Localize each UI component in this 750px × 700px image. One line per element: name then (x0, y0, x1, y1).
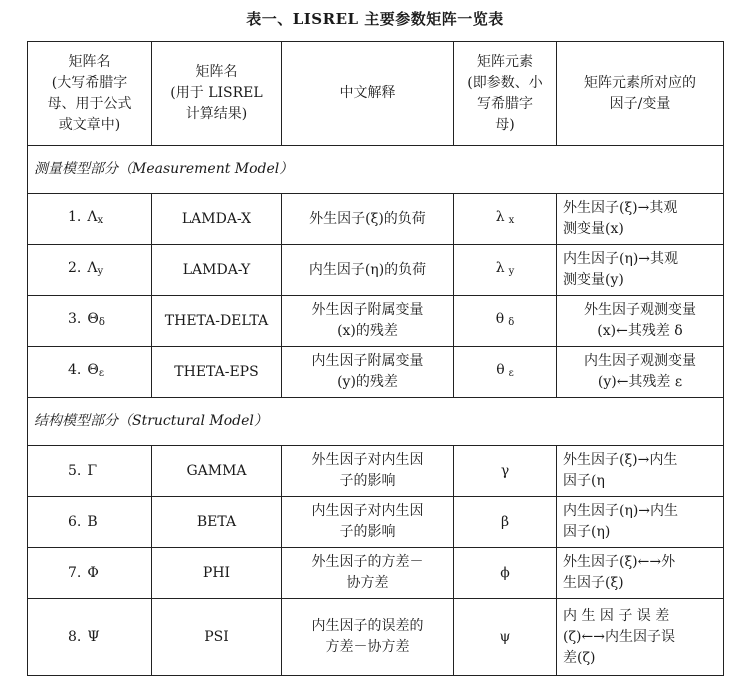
chinese-description-cell: 内生因子对内生因 子的影响 (282, 497, 454, 548)
lisrel-name-cell: PHI (152, 548, 282, 599)
column-header: 矩阵名 (大写希腊字 母、用于公式 或文章中) (28, 42, 152, 146)
column-header: 矩阵元素 (即参数、小 写希腊字 母) (454, 42, 557, 146)
factor-variable-cell: 内 生 因 子 误 差 (ζ)←→内生因子误 差(ζ) (557, 599, 724, 676)
matrix-element-subscript: x (508, 215, 515, 226)
matrix-element-subscript: y (508, 266, 515, 277)
row-number: 2. (68, 260, 82, 276)
row-number: 8. (68, 628, 82, 645)
row-number: 5. (68, 462, 82, 479)
section-row (28, 398, 724, 446)
matrix-element-symbol: θ (495, 311, 505, 327)
column-header: 矩阵元素所对应的 因子/变量 (557, 42, 724, 146)
factor-variable-cell: 外生因子观测变量 (x)←其残差 δ (557, 296, 724, 347)
matrix-symbol-subscript: x (97, 215, 104, 226)
matrix-element-symbol: λ (495, 260, 505, 276)
lisrel-name-cell: GAMMA (152, 446, 282, 497)
factor-variable-cell: 外生因子(ξ)→内生 因子(η (557, 446, 724, 497)
table-row (28, 497, 724, 548)
header-row (28, 42, 724, 146)
matrix-symbol: Λ (87, 209, 98, 225)
matrix-symbol-cell (28, 194, 152, 245)
matrix-element-symbol: γ (500, 462, 510, 479)
table-row (28, 296, 724, 347)
matrix-element-cell (454, 296, 557, 347)
column-header: 中文解释 (282, 42, 454, 146)
chinese-description-cell: 内生因子附属变量 (y)的残差 (282, 347, 454, 398)
table-row (28, 194, 724, 245)
factor-variable-cell: 内生因子(η)→其观 测变量(y) (557, 245, 724, 296)
lisrel-name-cell: BETA (152, 497, 282, 548)
matrix-symbol: Λ (87, 260, 98, 276)
column-header: 矩阵名 (用于 LISREL 计算结果) (152, 42, 282, 146)
matrix-symbol-subscript: δ (98, 317, 105, 328)
factor-variable-cell: 外生因子(ξ)←→外 生因子(ξ) (557, 548, 724, 599)
matrix-symbol-cell (28, 446, 152, 497)
matrix-element-symbol: β (500, 513, 510, 530)
matrix-element-cell (454, 245, 557, 296)
matrix-symbol: Θ (87, 311, 99, 327)
matrix-symbol: Φ (87, 564, 99, 581)
lisrel-name-cell: PSI (152, 599, 282, 676)
matrix-element-symbol: λ (495, 209, 505, 225)
matrix-symbol: Γ (87, 462, 98, 479)
row-number: 3. (68, 311, 82, 327)
row-number: 6. (68, 513, 82, 530)
row-number: 1. (68, 209, 82, 225)
matrix-element-cell (454, 194, 557, 245)
matrix-symbol-cell (28, 599, 152, 676)
matrix-symbol-cell (28, 296, 152, 347)
table-row (28, 347, 724, 398)
table-row (28, 245, 724, 296)
matrix-element-symbol: θ (496, 362, 505, 378)
section-label: 结构模型部分（Structural Model） (28, 398, 724, 446)
section-label: 测量模型部分（Measurement Model） (28, 146, 724, 194)
matrix-element-symbol: ϕ (500, 564, 510, 581)
matrix-element-cell (454, 599, 557, 676)
factor-variable-cell: 内生因子观测变量 (y)←其残差 ε (557, 347, 724, 398)
matrix-element-cell (454, 497, 557, 548)
matrix-element-subscript: δ (508, 317, 515, 328)
lisrel-name-cell: LAMDA-Y (152, 245, 282, 296)
section-row (28, 146, 724, 194)
matrix-symbol: Ψ (87, 628, 100, 645)
chinese-description-cell: 内生因子(η)的负荷 (282, 245, 454, 296)
table-row (28, 599, 724, 676)
lisrel-matrix-table (27, 41, 724, 676)
table-row (28, 548, 724, 599)
table-row (28, 446, 724, 497)
lisrel-name-cell: THETA-DELTA (152, 296, 282, 347)
matrix-symbol-cell (28, 245, 152, 296)
row-number: 4. (68, 362, 82, 378)
chinese-description-cell: 内生因子的误差的 方差－协方差 (282, 599, 454, 676)
factor-variable-cell: 内生因子(η)→内生 因子(η) (557, 497, 724, 548)
matrix-element-symbol: ψ (499, 628, 511, 645)
matrix-symbol-cell (28, 347, 152, 398)
matrix-symbol-subscript: y (97, 266, 104, 277)
matrix-element-cell (454, 548, 557, 599)
matrix-element-cell (454, 446, 557, 497)
matrix-symbol-cell (28, 548, 152, 599)
chinese-description-cell: 外生因子的方差－ 协方差 (282, 548, 454, 599)
factor-variable-cell: 外生因子(ξ)→其观 测变量(x) (557, 194, 724, 245)
matrix-symbol: Θ (87, 362, 99, 378)
matrix-symbol-subscript: ε (98, 368, 105, 379)
matrix-symbol: Β (87, 513, 98, 530)
matrix-symbol-cell (28, 497, 152, 548)
row-number: 7. (68, 564, 82, 581)
matrix-element-subscript: ε (508, 368, 514, 379)
table-title: 表一、LISREL 主要参数矩阵一览表 (246, 10, 504, 28)
lisrel-name-cell: THETA-EPS (152, 347, 282, 398)
chinese-description-cell: 外生因子(ξ)的负荷 (282, 194, 454, 245)
matrix-element-cell (454, 347, 557, 398)
lisrel-name-cell: LAMDA-X (152, 194, 282, 245)
chinese-description-cell: 外生因子对内生因 子的影响 (282, 446, 454, 497)
chinese-description-cell: 外生因子附属变量 (x)的残差 (282, 296, 454, 347)
